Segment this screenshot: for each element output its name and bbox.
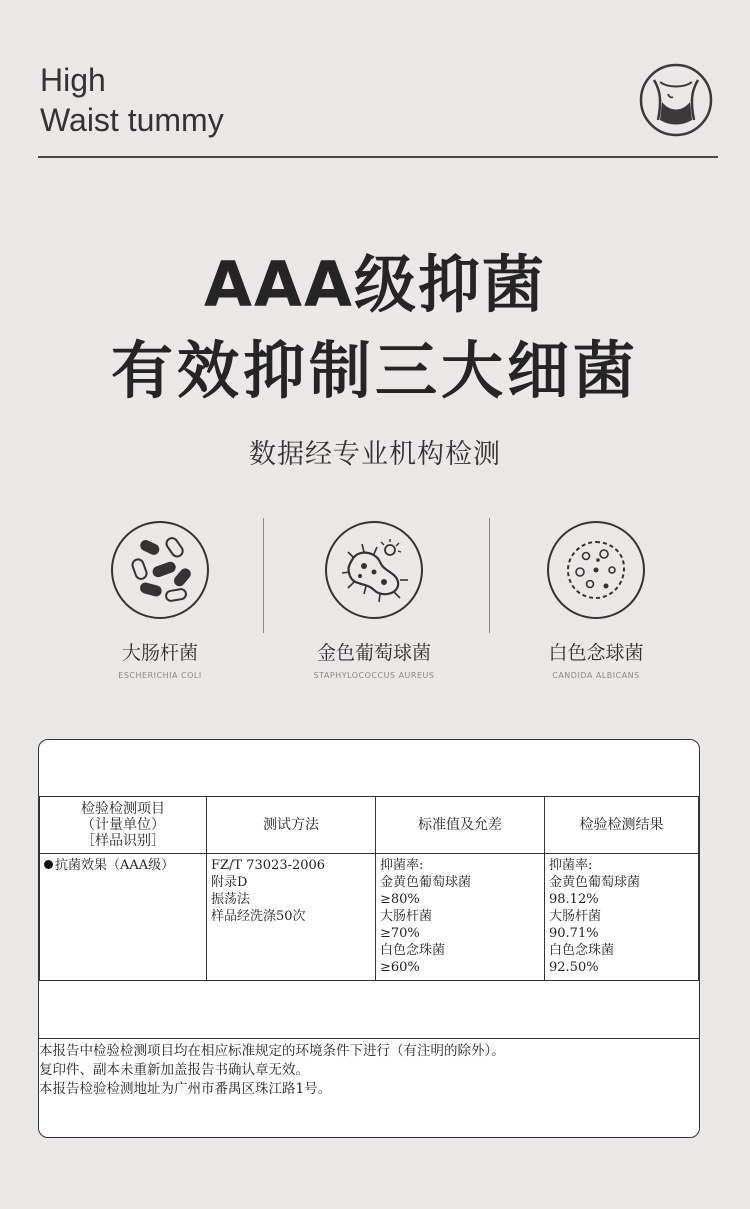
waist-silhouette-icon — [638, 62, 714, 138]
bacteria-candida — [471, 520, 721, 680]
bacteria-ecoli-cn: 大肠杆菌 — [121, 642, 198, 664]
standard-line: ≥60% — [380, 960, 420, 975]
note-line-3: 本报告检验检测地址为广州市番禺区珠江路1号。 — [39, 1081, 332, 1097]
note-line-2: 复印件、副本未重新加盖报告书确认章无效。 — [39, 1062, 309, 1078]
report-notes — [39, 1042, 699, 1099]
bacteria-ecoli — [35, 520, 285, 680]
method-line: 样品经洗涤50次 — [211, 909, 306, 924]
header-method: 测试方法 — [207, 797, 376, 854]
header-item-l1: 检验检测项目 — [81, 801, 165, 817]
result-line: 98.12% — [549, 892, 599, 907]
bacteria-staph — [249, 520, 499, 680]
header-result: 检验检测结果 — [545, 797, 699, 854]
standard-line: ≥70% — [380, 926, 420, 941]
result-line: 大肠杆菌 — [549, 909, 602, 924]
bacteria-candida-cn: 白色念球菌 — [548, 642, 644, 664]
brand-text — [40, 60, 718, 140]
brand-line-2: Waist tummy — [40, 102, 224, 138]
note-line-1: 本报告中检验检测项目均在相应标准规定的环境条件下进行（有注明的除外）。 — [39, 1043, 505, 1059]
cell-standard — [376, 854, 545, 981]
header-item-l3: ［样品识别］ — [81, 833, 165, 849]
method-line: FZ/T 73023-2006 — [211, 858, 326, 873]
headline-line-1: AAA级抑菌 — [204, 248, 546, 321]
cell-item-text: 抗菌效果（AAA级） — [55, 858, 175, 873]
cell-method — [207, 854, 376, 981]
rod-bacteria-icon — [110, 520, 210, 620]
bacteria-staph-en: STAPHYLOCOCCUS AUREUS — [313, 671, 435, 680]
bacteria-staph-cn: 金色葡萄球菌 — [316, 642, 431, 664]
result-line: 金黄色葡萄球菌 — [549, 875, 641, 890]
method-line: 振荡法 — [211, 892, 251, 907]
standard-line: ≥80% — [380, 892, 420, 907]
header-item — [40, 797, 207, 854]
standard-line: 抑菌率: — [380, 858, 424, 873]
header-standard: 标准值及允差 — [376, 797, 545, 854]
test-report — [38, 739, 700, 1138]
report-blank-band — [39, 982, 699, 1039]
bacteria-candida-en: CANDIDA ALBICANS — [552, 671, 640, 680]
standard-line: 大肠杆菌 — [380, 909, 433, 924]
staph-bacteria-icon — [324, 520, 424, 620]
standard-line: 白色念珠菌 — [380, 943, 446, 958]
standard-line: 金黄色葡萄球菌 — [380, 875, 472, 890]
candida-cell-icon — [546, 520, 646, 620]
brand-line-1: High — [40, 62, 106, 98]
report-table — [39, 796, 699, 981]
method-line: 附录D — [211, 875, 248, 890]
report-header-row — [40, 797, 699, 854]
header-divider — [38, 156, 718, 158]
header-item-l2: （计量单位） — [81, 817, 165, 833]
result-line: 92.50% — [549, 960, 599, 975]
result-line: 90.71% — [549, 926, 599, 941]
bacteria-ecoli-en: ESCHERICHIA COLI — [118, 671, 202, 680]
cell-item — [40, 854, 207, 981]
result-line: 抑菌率: — [549, 858, 593, 873]
headline-subtitle: 数据经专业机构检测 — [249, 439, 501, 470]
page-header — [40, 60, 718, 158]
bullet-dot — [44, 860, 53, 869]
headline-line-2: 有效抑制三大细菌 — [110, 334, 639, 407]
result-line: 白色念珠菌 — [549, 943, 615, 958]
cell-result — [545, 854, 699, 981]
table-row — [40, 854, 699, 981]
